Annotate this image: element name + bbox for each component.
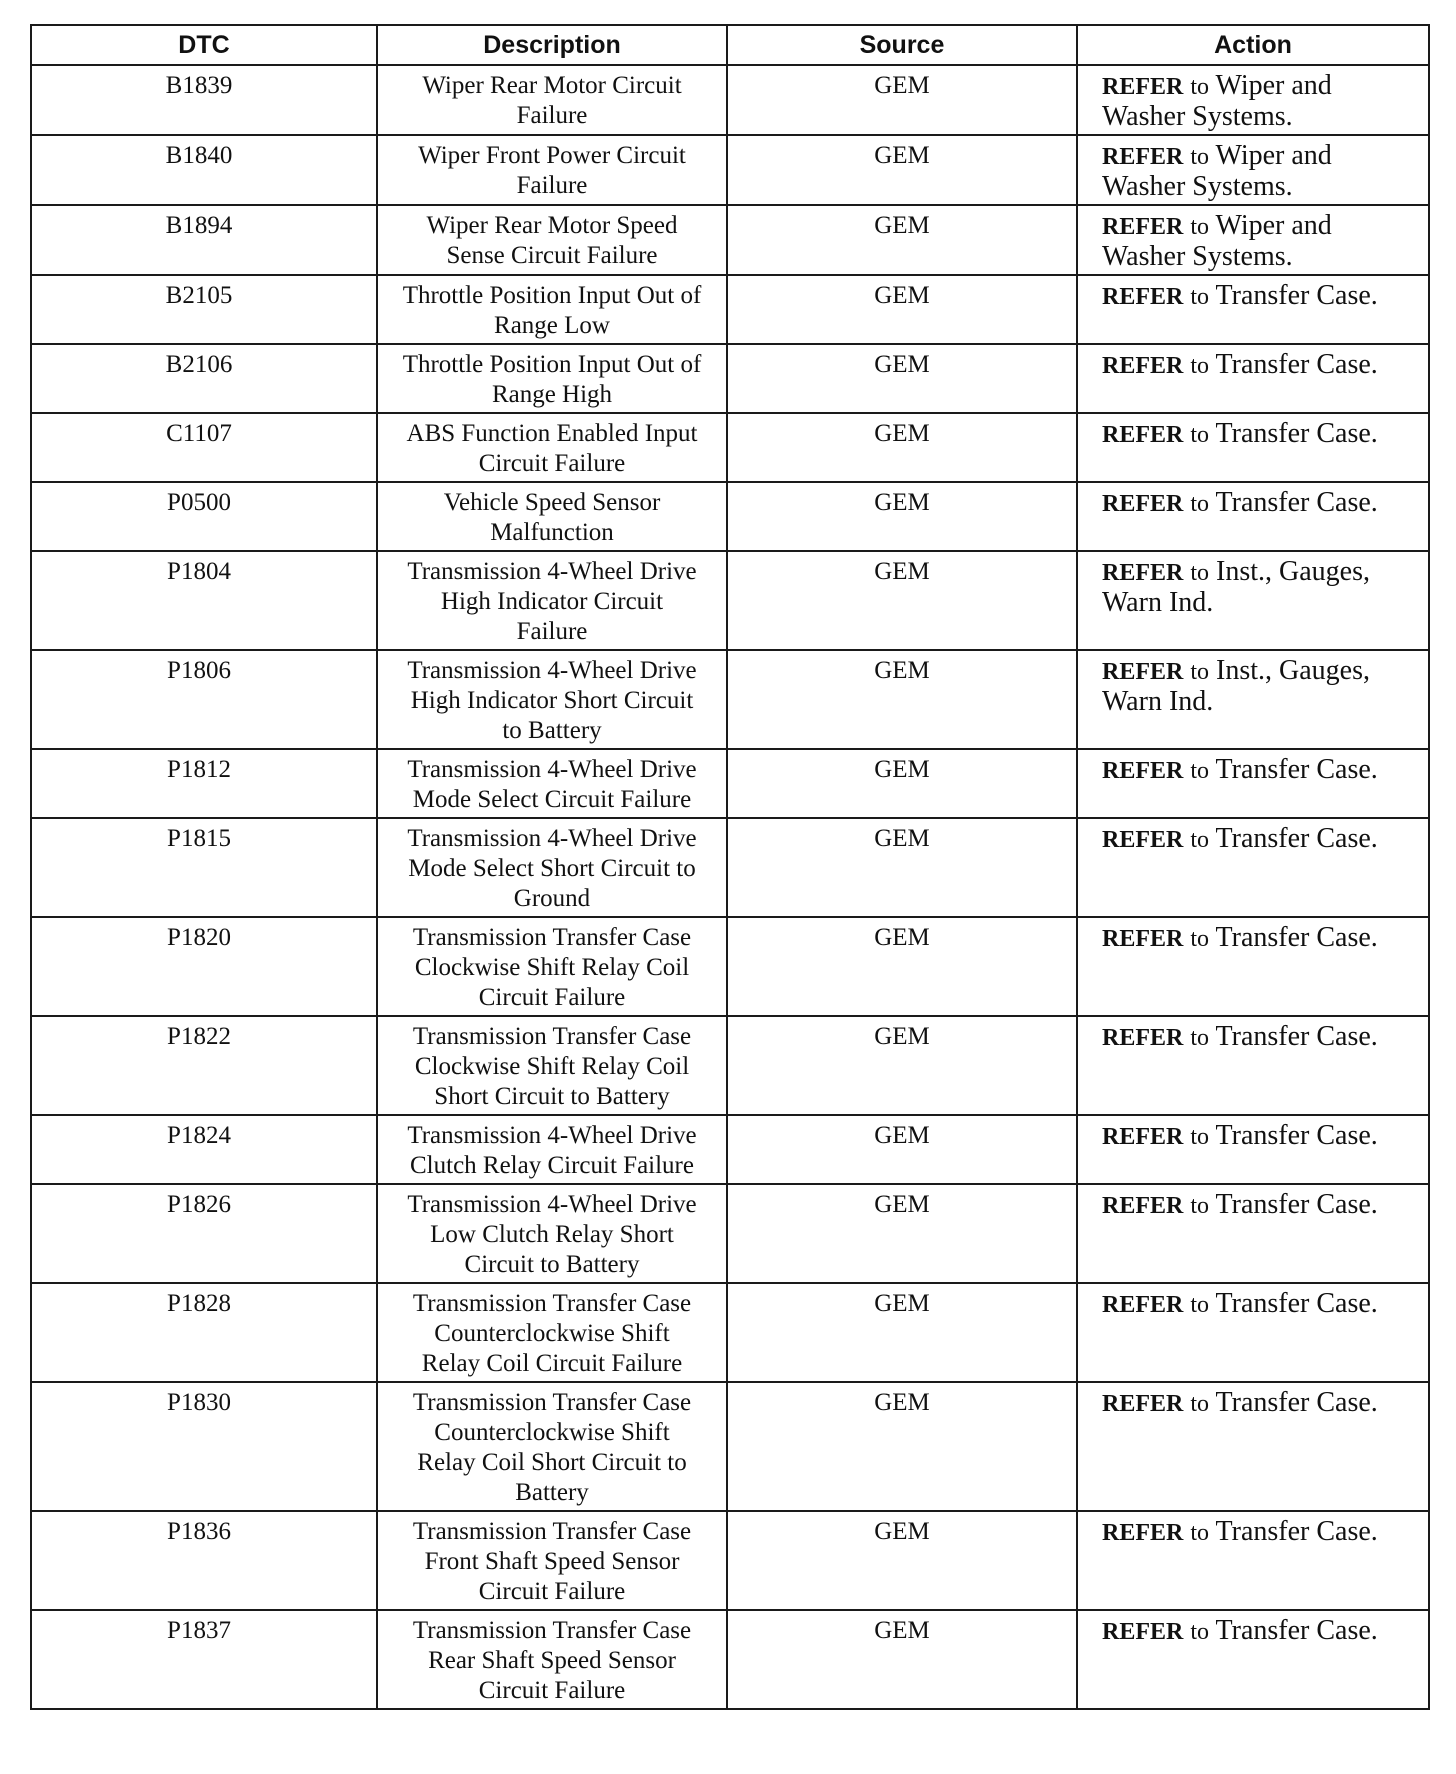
- header-action: Action: [1077, 25, 1429, 65]
- dtc-cell: [31, 1382, 377, 1511]
- dtc-code: P1804: [167, 558, 231, 585]
- description-line: Counterclockwise Shift: [434, 1419, 670, 1446]
- description-line: Sense Circuit Failure: [446, 242, 658, 269]
- action-target: Transfer Case.: [1215, 349, 1378, 380]
- dtc-code: P1830: [167, 1389, 231, 1416]
- dtc-code: P1836: [167, 1518, 231, 1545]
- action-cell: [1077, 1511, 1429, 1610]
- description-line: Throttle Position Input Out of: [402, 282, 702, 309]
- description-line: Mode Select Circuit Failure: [412, 786, 692, 813]
- refer-keyword: REFER: [1102, 1391, 1184, 1417]
- refer-keyword: REFER: [1102, 1025, 1184, 1051]
- description-line: Transmission 4-Wheel Drive: [407, 1122, 697, 1149]
- dtc-cell: [31, 1283, 377, 1382]
- action-target: Transfer Case.: [1215, 823, 1378, 854]
- description-line: Relay Coil Circuit Failure: [421, 1350, 683, 1377]
- table-row: [31, 205, 1429, 275]
- description-line: Malfunction: [490, 519, 614, 546]
- source-cell: [727, 1511, 1077, 1610]
- action-target: Transfer Case.: [1215, 922, 1378, 953]
- refer-keyword: REFER: [1102, 560, 1184, 586]
- source-cell: [727, 650, 1077, 749]
- description-cell: [377, 917, 727, 1016]
- action-cell: [1077, 275, 1429, 344]
- description-line: Front Shaft Speed Sensor: [424, 1548, 680, 1575]
- source-value: GEM: [874, 1389, 930, 1416]
- table-row: [31, 275, 1429, 344]
- dtc-code: P1824: [167, 1122, 231, 1149]
- action-target: Wiper and: [1215, 70, 1332, 101]
- source-value: GEM: [874, 1191, 930, 1218]
- dtc-cell: [31, 205, 377, 275]
- to-word: to: [1190, 758, 1210, 784]
- action-cell: [1077, 1016, 1429, 1115]
- to-word: to: [1190, 284, 1210, 310]
- refer-keyword: REFER: [1102, 422, 1184, 448]
- source-value: GEM: [874, 72, 930, 99]
- description-line: Wiper Rear Motor Speed: [426, 212, 678, 239]
- action-target: Inst., Gauges,: [1216, 655, 1370, 686]
- refer-keyword: REFER: [1102, 659, 1184, 685]
- description-cell: [377, 1610, 727, 1709]
- description-cell: [377, 413, 727, 482]
- source-cell: [727, 275, 1077, 344]
- description-line: Mode Select Short Circuit to: [408, 855, 696, 882]
- source-value: GEM: [874, 212, 930, 239]
- description-line: Clockwise Shift Relay Coil: [414, 1053, 690, 1080]
- action-target-line: Washer Systems.: [1102, 171, 1293, 202]
- header-description: Description: [377, 25, 727, 65]
- header-source: Source: [727, 25, 1077, 65]
- source-cell: [727, 917, 1077, 1016]
- description-cell: [377, 818, 727, 917]
- source-value: GEM: [874, 924, 930, 951]
- header-dtc: DTC: [31, 25, 377, 65]
- action-cell: [1077, 818, 1429, 917]
- description-line: High Indicator Short Circuit: [410, 687, 694, 714]
- description-line: Clockwise Shift Relay Coil: [414, 954, 690, 981]
- action-cell: [1077, 650, 1429, 749]
- to-word: to: [1190, 1193, 1210, 1219]
- description-line: Relay Coil Short Circuit to: [417, 1449, 687, 1476]
- table-row: [31, 650, 1429, 749]
- description-line: to Battery: [502, 717, 602, 744]
- refer-keyword: REFER: [1102, 284, 1184, 310]
- source-value: GEM: [874, 351, 930, 378]
- dtc-cell: [31, 551, 377, 650]
- description-cell: [377, 1016, 727, 1115]
- description-line: Wiper Front Power Circuit: [418, 142, 686, 169]
- action-cell: [1077, 1283, 1429, 1382]
- description-line: Battery: [515, 1479, 589, 1506]
- action-target: Transfer Case.: [1215, 1615, 1378, 1646]
- description-line: Transmission Transfer Case: [412, 1023, 692, 1050]
- dtc-code: B1839: [165, 72, 233, 99]
- description-cell: [377, 135, 727, 205]
- action-target: Transfer Case.: [1215, 1387, 1378, 1418]
- action-cell: [1077, 1610, 1429, 1709]
- refer-keyword: REFER: [1102, 1193, 1184, 1219]
- description-line: High Indicator Circuit: [440, 588, 664, 615]
- table-row: [31, 1283, 1429, 1382]
- source-cell: [727, 135, 1077, 205]
- description-line: Rear Shaft Speed Sensor: [428, 1647, 676, 1674]
- action-cell: [1077, 749, 1429, 818]
- action-target: Transfer Case.: [1215, 1288, 1378, 1319]
- dtc-code: P1806: [167, 657, 231, 684]
- action-target-line: Washer Systems.: [1102, 241, 1293, 272]
- action-target: Transfer Case.: [1215, 418, 1378, 449]
- action-cell: [1077, 205, 1429, 275]
- dtc-code: B1840: [165, 142, 233, 169]
- source-value: GEM: [874, 756, 930, 783]
- action-target: Transfer Case.: [1215, 280, 1378, 311]
- source-cell: [727, 749, 1077, 818]
- dtc-code: P1837: [167, 1617, 231, 1644]
- description-line: Transmission 4-Wheel Drive: [407, 558, 697, 585]
- refer-keyword: REFER: [1102, 758, 1184, 784]
- source-cell: [727, 482, 1077, 551]
- to-word: to: [1190, 422, 1210, 448]
- source-cell: [727, 344, 1077, 413]
- dtc-cell: [31, 650, 377, 749]
- to-word: to: [1190, 74, 1210, 100]
- description-cell: [377, 749, 727, 818]
- source-value: GEM: [874, 282, 930, 309]
- source-cell: [727, 1382, 1077, 1511]
- description-cell: [377, 551, 727, 650]
- action-cell: [1077, 1115, 1429, 1184]
- dtc-cell: [31, 1184, 377, 1283]
- dtc-code: P1820: [167, 924, 231, 951]
- dtc-cell: [31, 413, 377, 482]
- dtc-cell: [31, 65, 377, 135]
- dtc-cell: [31, 482, 377, 551]
- to-word: to: [1190, 659, 1210, 685]
- description-line: Failure: [516, 618, 588, 645]
- action-cell: [1077, 65, 1429, 135]
- action-target: Wiper and: [1215, 140, 1332, 171]
- refer-keyword: REFER: [1102, 1292, 1184, 1318]
- description-line: Wiper Rear Motor Circuit: [422, 72, 682, 99]
- table-header: [31, 25, 1429, 65]
- description-line: ABS Function Enabled Input: [406, 420, 698, 447]
- description-cell: [377, 482, 727, 551]
- description-line: Circuit Failure: [478, 984, 626, 1011]
- dtc-cell: [31, 1511, 377, 1610]
- dtc-code: P1812: [167, 756, 231, 783]
- table-row: [31, 413, 1429, 482]
- description-line: Circuit to Battery: [464, 1251, 640, 1278]
- description-cell: [377, 1115, 727, 1184]
- dtc-cell: [31, 749, 377, 818]
- description-line: Circuit Failure: [478, 1578, 626, 1605]
- source-value: GEM: [874, 1290, 930, 1317]
- action-cell: [1077, 135, 1429, 205]
- action-cell: [1077, 551, 1429, 650]
- to-word: to: [1190, 560, 1210, 586]
- description-line: Circuit Failure: [478, 1677, 626, 1704]
- description-line: Low Clutch Relay Short: [430, 1221, 674, 1248]
- action-cell: [1077, 413, 1429, 482]
- refer-keyword: REFER: [1102, 926, 1184, 952]
- description-line: Vehicle Speed Sensor: [443, 489, 661, 516]
- description-cell: [377, 1511, 727, 1610]
- source-cell: [727, 1283, 1077, 1382]
- dtc-cell: [31, 135, 377, 205]
- dtc-cell: [31, 1115, 377, 1184]
- dtc-cell: [31, 818, 377, 917]
- source-value: GEM: [874, 558, 930, 585]
- source-value: GEM: [874, 420, 930, 447]
- description-cell: [377, 1382, 727, 1511]
- source-cell: [727, 1184, 1077, 1283]
- source-cell: [727, 551, 1077, 650]
- description-cell: [377, 1283, 727, 1382]
- action-cell: [1077, 1184, 1429, 1283]
- to-word: to: [1190, 214, 1210, 240]
- to-word: to: [1190, 144, 1210, 170]
- refer-keyword: REFER: [1102, 144, 1184, 170]
- description-line: Transmission Transfer Case: [412, 1617, 692, 1644]
- dtc-cell: [31, 1610, 377, 1709]
- description-line: Transmission 4-Wheel Drive: [407, 825, 697, 852]
- source-value: GEM: [874, 1617, 930, 1644]
- table-row: [31, 1016, 1429, 1115]
- refer-keyword: REFER: [1102, 1520, 1184, 1546]
- action-target: Transfer Case.: [1215, 1021, 1378, 1052]
- action-target-line: Warn Ind.: [1102, 587, 1214, 618]
- dtc-code: P1822: [167, 1023, 231, 1050]
- description-line: Transmission Transfer Case: [412, 1389, 692, 1416]
- description-cell: [377, 344, 727, 413]
- table-row: [31, 482, 1429, 551]
- dtc-code: C1107: [166, 420, 232, 447]
- refer-keyword: REFER: [1102, 827, 1184, 853]
- dtc-code: P1826: [167, 1191, 231, 1218]
- source-value: GEM: [874, 142, 930, 169]
- description-line: Throttle Position Input Out of: [402, 351, 702, 378]
- refer-keyword: REFER: [1102, 491, 1184, 517]
- source-cell: [727, 818, 1077, 917]
- description-cell: [377, 65, 727, 135]
- to-word: to: [1190, 1391, 1210, 1417]
- description-line: Transmission 4-Wheel Drive: [407, 756, 697, 783]
- dtc-table-sheet: [30, 24, 1428, 1710]
- dtc-cell: [31, 917, 377, 1016]
- dtc-cell: [31, 344, 377, 413]
- table-row: [31, 65, 1429, 135]
- to-word: to: [1190, 491, 1210, 517]
- dtc-cell: [31, 275, 377, 344]
- to-word: to: [1190, 1025, 1210, 1051]
- description-line: Ground: [513, 885, 591, 912]
- action-target: Transfer Case.: [1215, 1120, 1378, 1151]
- action-cell: [1077, 344, 1429, 413]
- source-value: GEM: [874, 489, 930, 516]
- refer-keyword: REFER: [1102, 74, 1184, 100]
- dtc-code: P1828: [167, 1290, 231, 1317]
- table-row: [31, 344, 1429, 413]
- to-word: to: [1190, 353, 1210, 379]
- to-word: to: [1190, 926, 1210, 952]
- refer-keyword: REFER: [1102, 1619, 1184, 1645]
- dtc-code: B1894: [165, 212, 233, 239]
- source-value: GEM: [874, 1023, 930, 1050]
- description-line: Circuit Failure: [478, 450, 626, 477]
- action-target: Transfer Case.: [1215, 1516, 1378, 1547]
- source-cell: [727, 65, 1077, 135]
- to-word: to: [1190, 1619, 1210, 1645]
- description-line: Transmission Transfer Case: [412, 924, 692, 951]
- description-cell: [377, 275, 727, 344]
- source-cell: [727, 1016, 1077, 1115]
- table-row: [31, 749, 1429, 818]
- table-row: [31, 1184, 1429, 1283]
- description-cell: [377, 650, 727, 749]
- action-target: Inst., Gauges,: [1216, 556, 1370, 587]
- table-row: [31, 1115, 1429, 1184]
- description-line: Failure: [516, 172, 588, 199]
- description-cell: [377, 205, 727, 275]
- refer-keyword: REFER: [1102, 1124, 1184, 1150]
- action-target: Transfer Case.: [1215, 1189, 1378, 1220]
- description-line: Clutch Relay Circuit Failure: [410, 1152, 694, 1179]
- source-value: GEM: [874, 1518, 930, 1545]
- dtc-code: P1815: [167, 825, 231, 852]
- table-body: [31, 65, 1429, 1709]
- action-cell: [1077, 482, 1429, 551]
- description-line: Counterclockwise Shift: [434, 1320, 670, 1347]
- source-cell: [727, 1115, 1077, 1184]
- source-value: GEM: [874, 1122, 930, 1149]
- to-word: to: [1190, 1124, 1210, 1150]
- action-target: Wiper and: [1215, 210, 1332, 241]
- source-value: GEM: [874, 657, 930, 684]
- action-cell: [1077, 1382, 1429, 1511]
- action-target-line: Washer Systems.: [1102, 101, 1293, 132]
- action-target-line: Warn Ind.: [1102, 686, 1214, 717]
- dtc-code: P0500: [167, 489, 231, 516]
- action-target: Transfer Case.: [1215, 487, 1378, 518]
- description-line: Range High: [491, 381, 613, 408]
- to-word: to: [1190, 1520, 1210, 1546]
- description-line: Range Low: [494, 312, 610, 339]
- source-cell: [727, 205, 1077, 275]
- source-value: GEM: [874, 825, 930, 852]
- description-cell: [377, 1184, 727, 1283]
- description-line: Transmission Transfer Case: [412, 1290, 692, 1317]
- header-row: [31, 25, 1429, 65]
- table-row: [31, 1511, 1429, 1610]
- dtc-code: B2106: [165, 351, 233, 378]
- description-line: Failure: [516, 102, 588, 129]
- table-row: [31, 551, 1429, 650]
- table-row: [31, 135, 1429, 205]
- description-line: Transmission 4-Wheel Drive: [407, 657, 697, 684]
- to-word: to: [1190, 827, 1210, 853]
- refer-keyword: REFER: [1102, 353, 1184, 379]
- to-word: to: [1190, 1292, 1210, 1318]
- table-row: [31, 1382, 1429, 1511]
- table-row: [31, 1610, 1429, 1709]
- dtc-cell: [31, 1016, 377, 1115]
- description-line: Transmission Transfer Case: [412, 1518, 692, 1545]
- action-cell: [1077, 917, 1429, 1016]
- table-row: [31, 917, 1429, 1016]
- action-target: Transfer Case.: [1215, 754, 1378, 785]
- table-row: [31, 818, 1429, 917]
- source-cell: [727, 1610, 1077, 1709]
- dtc-code: B2105: [165, 282, 233, 309]
- source-cell: [727, 413, 1077, 482]
- description-line: Transmission 4-Wheel Drive: [407, 1191, 697, 1218]
- description-line: Short Circuit to Battery: [434, 1083, 670, 1110]
- dtc-table: [30, 24, 1430, 1710]
- refer-keyword: REFER: [1102, 214, 1184, 240]
